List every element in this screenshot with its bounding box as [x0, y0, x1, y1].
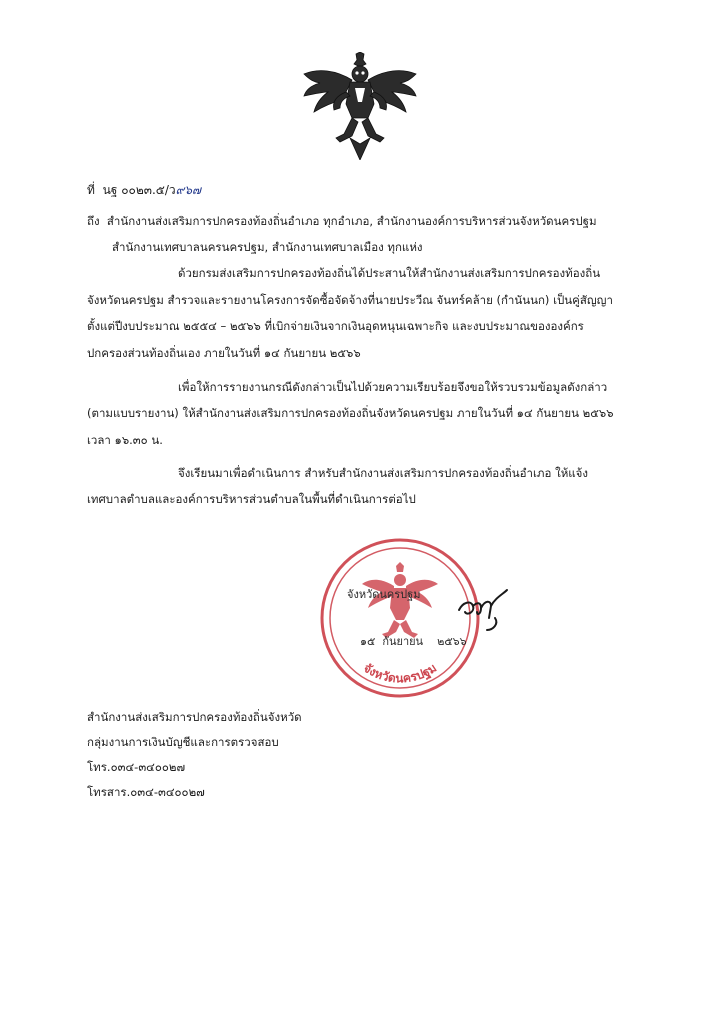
- reference-number: [87, 181, 201, 200]
- footer-office: สำนักงานส่งเสริมการปกครองท้องถิ่นจังหวัด: [87, 710, 302, 724]
- para1-line4: ปกครองส่วนท้องถิ่นเอง ภายในวันที่ ๑๔ กันยายน ๒๕๖๖: [87, 346, 361, 360]
- reference-label: ที่: [87, 183, 95, 197]
- para2-line2: (ตามแบบรายงาน) ให้สำนักงานส่งเสริมการปกครองท้องถิ่นจังหวัดนครปฐม ภายในวันที่ ๑๔ กันยายน ๒๕๖๖: [87, 406, 614, 420]
- to-recipients-2: สำนักงานเทศบาลนครนครปฐม, สำนักงานเทศบาลเมือง ทุกแห่ง: [112, 240, 423, 254]
- garuda-emblem-icon: [300, 52, 420, 160]
- para3-line2: เทศบาลตำบลและองค์การบริหารส่วนตำบลในพื้นที่ดำเนินการต่อไป: [87, 492, 416, 506]
- to-label: ถึง: [87, 214, 100, 228]
- handwritten-signature: [455, 588, 511, 632]
- to-line-1: [87, 216, 597, 228]
- seal-date: [360, 632, 467, 650]
- reference-number-printed: นฐ ๐๐๒๓.๕/ว: [102, 183, 176, 197]
- para1-line2: จังหวัดนครปฐม สำรวจและรายงานโครงการจัดซื้อจัดจ้างที่นายประวีณ จันทร์คล้าย (กำนันนก) เป็นคู่สัญญา: [87, 293, 613, 307]
- to-recipients-1: สำนักงานส่งเสริมการปกครองท้องถิ่นอำเภอ ทุกอำเภอ, สำนักงานองค์การบริหารส่วนจังหวัดนครปฐม: [106, 214, 597, 228]
- footer-phone: โทร.๐๓๔-๓๔๐๐๒๗: [87, 760, 186, 774]
- seal-date-year: ๒๕๖๖: [437, 635, 467, 648]
- para1-line1: ด้วยกรมส่งเสริมการปกครองท้องถิ่นได้ประสานให้สำนักงานส่งเสริมการปกครองท้องถิ่น: [178, 266, 601, 280]
- para1-line3: ตั้งแต่ปีงบประมาณ ๒๕๕๔ – ๒๕๖๖ ที่เบิกจ่ายเงินจากเงินอุดหนุนเฉพาะกิจ และงบประมาณขององค์กร: [87, 319, 584, 333]
- seal-date-month: กันยายน: [382, 635, 424, 648]
- seal-ring-text: จังหวัดนครปฐม: [360, 660, 440, 686]
- footer-division: กลุ่มงานการเงินบัญชีและการตรวจสอบ: [87, 735, 279, 749]
- para2-line3: เวลา ๑๖.๓๐ น.: [87, 433, 163, 447]
- seal-date-day: ๑๕: [360, 635, 376, 648]
- seal-province-text: จังหวัดนครปฐม: [347, 588, 421, 601]
- reference-number-handwritten: ๙๖๗: [175, 183, 202, 197]
- para2-line1: เพื่อให้การรายงานกรณีดังกล่าวเป็นไปด้วยความเรียบร้อยจึงขอให้รวบรวมข้อมูลดังกล่าว: [178, 380, 608, 394]
- footer-fax: โทรสาร.๐๓๔-๓๔๐๐๒๗: [87, 785, 205, 799]
- para3-line1: จึงเรียนมาเพื่อดำเนินการ สำหรับสำนักงานส่งเสริมการปกครองท้องถิ่นอำเภอ ให้แจ้ง: [178, 466, 589, 480]
